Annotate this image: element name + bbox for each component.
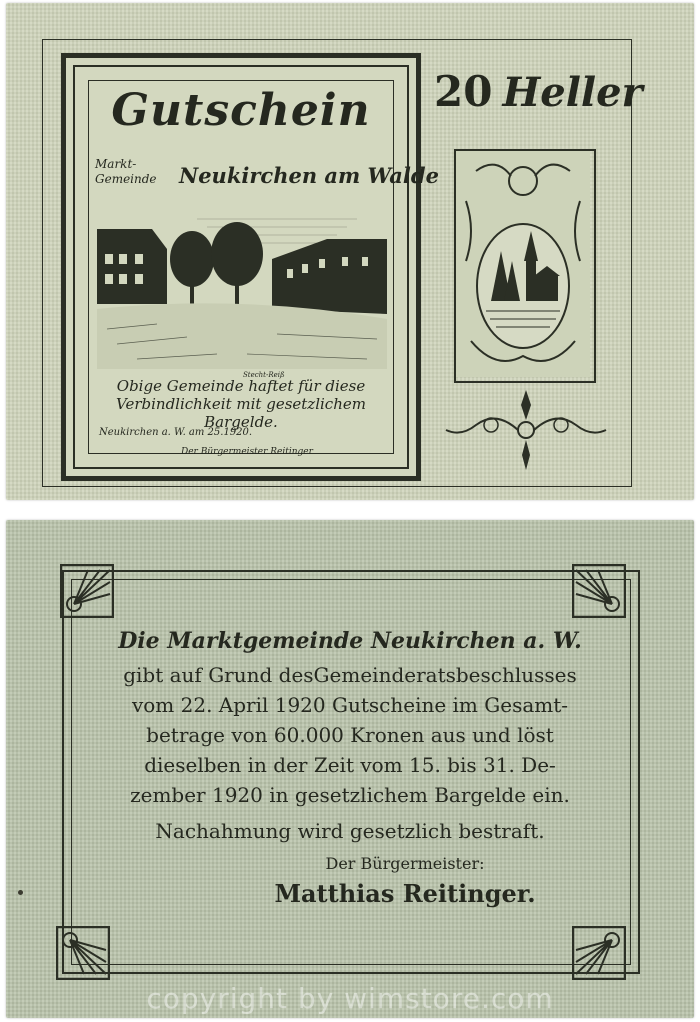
back-heading: Die Marktgemeinde Neukirchen a. W. bbox=[118, 628, 582, 654]
vignette-panel bbox=[61, 53, 439, 481]
corner-ornament-top-right bbox=[572, 564, 626, 618]
copyright-watermark: copyright by wimstore.com bbox=[146, 982, 554, 1015]
denomination-unit: Heller bbox=[502, 69, 643, 116]
place-date: Neukirchen a. W. am 25.1920. bbox=[99, 427, 253, 438]
signature-name: Matthias Reitinger. bbox=[274, 879, 536, 908]
municipality-prefix: Markt- Gemeinde bbox=[95, 157, 157, 186]
back-body-line: zember 1920 in gesetzlichem Bargelde ein. bbox=[130, 783, 570, 807]
paper-spot bbox=[18, 890, 23, 895]
ornamental-flourish bbox=[436, 385, 616, 475]
back-body-line: vom 22. April 1920 Gutscheine im Gesamt- bbox=[131, 693, 569, 717]
voucher-title: Gutschein bbox=[111, 85, 371, 136]
artist-signature: Stecht-Reiß bbox=[243, 371, 285, 379]
counterfeit-warning: Nachahmung wird gesetzlich bestraft. bbox=[155, 819, 545, 843]
mayor-signature-line: Der Bürgermeister Reitinger bbox=[181, 447, 313, 457]
church-crest-panel bbox=[454, 149, 596, 383]
denomination bbox=[434, 67, 643, 116]
note-front bbox=[6, 3, 694, 500]
back-body-line: dieselben in der Zeit vom 15. bis 31. De- bbox=[144, 753, 556, 777]
church-illustration bbox=[456, 151, 590, 377]
signature-label: Der Bürgermeister: bbox=[325, 854, 485, 873]
municipality-name: Neukirchen am Walde bbox=[179, 163, 439, 188]
back-body-line: gibt auf Grund desGemeinderatsbeschlusses bbox=[123, 663, 577, 687]
liability-statement: Obige Gemeinde haftet für diese Verbindlichkeit mit gesetzlichem Bargelde. bbox=[116, 377, 366, 431]
corner-ornament-top-left bbox=[60, 564, 114, 618]
note-back bbox=[6, 520, 694, 1018]
vignette-inner-border bbox=[88, 80, 439, 457]
back-body-line: betrage von 60.000 Kronen aus und löst bbox=[146, 723, 554, 747]
corner-ornament-bottom-left bbox=[56, 926, 110, 980]
village-street-illustration bbox=[97, 209, 387, 369]
back-text-block bbox=[102, 628, 598, 908]
corner-ornament-bottom-right bbox=[572, 926, 626, 980]
denomination-value: 20 bbox=[434, 67, 493, 116]
municipality-line bbox=[95, 155, 439, 205]
